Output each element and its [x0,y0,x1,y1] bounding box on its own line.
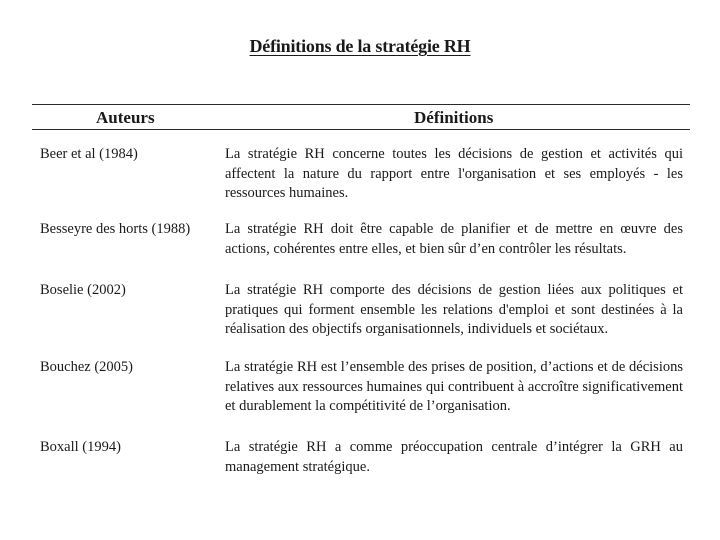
row-definition: La stratégie RH a comme préoccupation centrale d’intégrer la GRH au management stratégique. [225,439,683,475]
page-title-block [0,36,720,57]
row-definition: La stratégie RH concerne toutes les décisions de gestion et activités qui affectent la nature du rapport entre l'organisation et ses employés - les ressources humaines. [225,146,683,201]
page-title: Définitions de la stratégie RH [249,36,471,56]
table-top-rule [32,104,690,105]
row-author: Besseyre des horts (1988) [40,221,191,237]
row-definition: La stratégie RH comporte des décisions de gestion liées aux politiques et pratiques qui forment ensemble les relations d'emploi et sont destinées à la réalisation des objectifs organisationnels, individuels et sociétaux. [225,282,683,337]
row-author: Bouchez (2005) [40,359,134,375]
row-author: Boselie (2002) [40,282,126,298]
row-definition: La stratégie RH est l’ensemble des prises de position, d’actions et de décisions relatives aux ressources humaines qui contribuent à accroître significativement et durablement la compétitivité de l’organisation. [225,359,683,414]
row-author: Boxall (1994) [40,439,121,455]
table-header-rule [32,129,690,130]
row-author: Beer et al (1984) [40,146,138,162]
row-definition: La stratégie RH doit être capable de planifier et de mettre en œuvre des actions, cohérentes entre elles, et bien sûr d’en contrôler les résultats. [225,221,683,257]
column-header-definitions: Définitions [414,108,494,127]
column-header-authors: Auteurs [96,108,155,127]
